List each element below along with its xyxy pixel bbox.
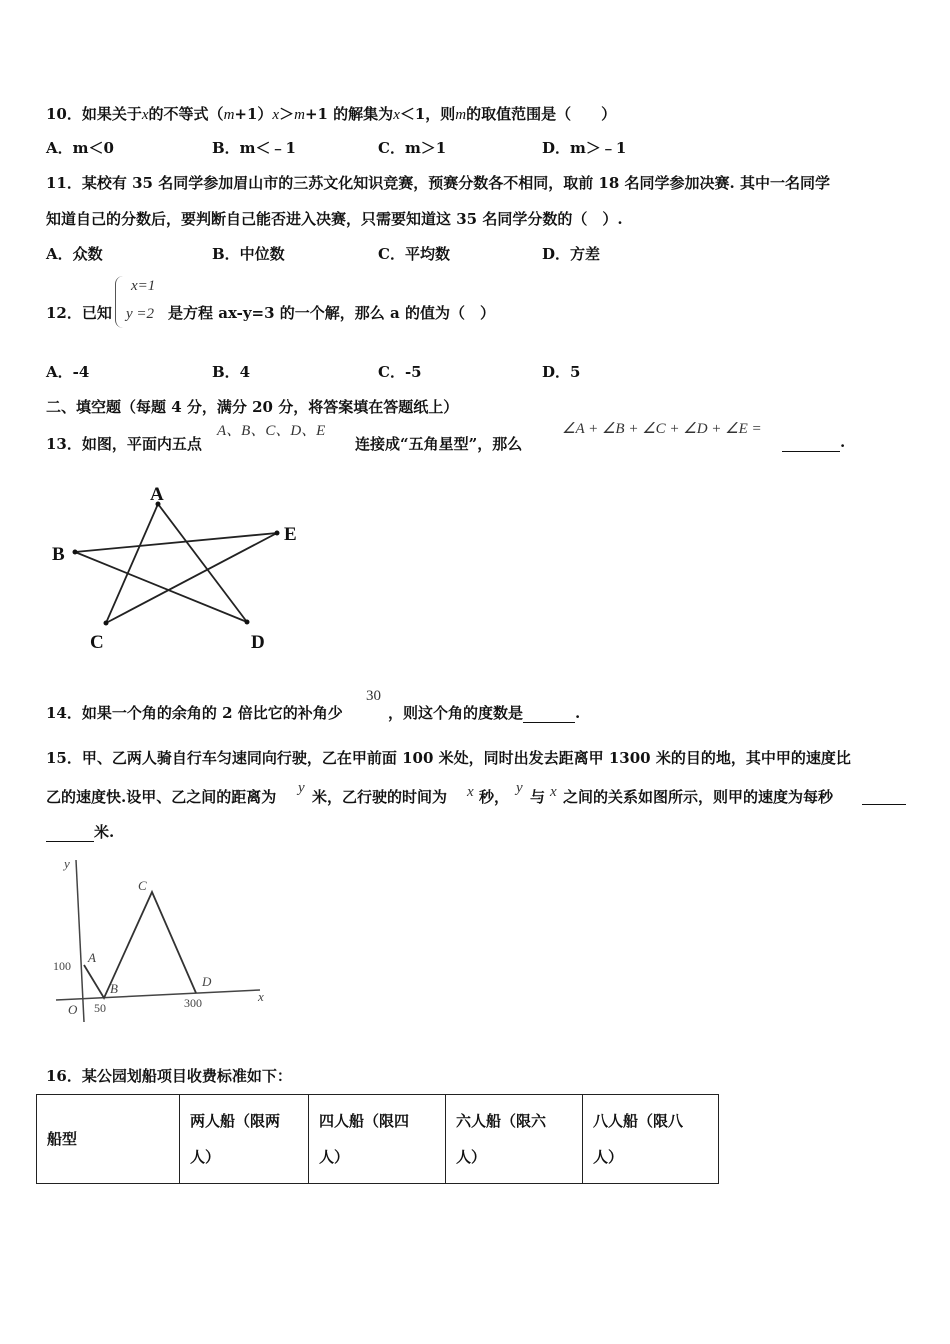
answer-blank[interactable]: [523, 704, 575, 723]
q15-var-y-2: y: [516, 780, 523, 796]
label-a: A: [150, 484, 164, 505]
q14-suffix: [388, 702, 580, 723]
label-b: B: [52, 544, 65, 565]
table-cell-eight-person: 八人船（限八 人）: [583, 1095, 719, 1184]
distance-time-graph: [46, 852, 286, 1028]
table-cell-two-person: 两人船（限两 人）: [180, 1095, 309, 1184]
point-c-label: C: [138, 878, 147, 893]
q15-var-y: y: [298, 780, 305, 796]
q10-option-d[interactable]: D．m＞﹣1: [542, 139, 627, 157]
axis-y-label: y: [64, 856, 70, 871]
q15-stem-line2-b: 米，乙行驶的时间为: [312, 788, 448, 806]
q15-unit: 米.: [94, 823, 115, 841]
answer-blank[interactable]: [782, 433, 840, 452]
q11-option-c[interactable]: C．平均数: [378, 245, 450, 263]
fee-table: [36, 1094, 719, 1184]
point-b-label: B: [110, 981, 118, 996]
q15-stem-line2-d: 与: [530, 788, 546, 806]
q13-prefix: 13．如图，平面内五点: [46, 435, 202, 453]
label-c: C: [90, 632, 104, 653]
q12-option-d[interactable]: D．5: [542, 363, 581, 381]
q15-stem-line3: [46, 821, 114, 842]
label-d: D: [251, 632, 265, 653]
q12-system-row2: y =2: [126, 306, 155, 322]
q14-stem: 14．如果一个角的余角的 2 倍比它的补角少: [46, 704, 343, 722]
vertex-e: [275, 531, 280, 536]
q12-stem: 是方程 ax-y=3 的一个解，那么 a 的值为（ ）: [168, 304, 495, 322]
vertex-c: [104, 621, 109, 626]
system-brace: [115, 276, 126, 328]
q11-stem-line2: 知道自己的分数后，要判断自己能否进入决赛，只需要知道这 35 名同学分数的（ ）.: [46, 210, 623, 228]
q12-option-c[interactable]: C．-5: [378, 363, 422, 381]
tick-100: 100: [53, 959, 71, 973]
q14-end: .: [575, 704, 581, 722]
q13-end: .: [840, 433, 846, 451]
star-figure: [44, 480, 314, 660]
q14-value: 30: [366, 688, 381, 704]
q12-option-b[interactable]: B．4: [212, 363, 251, 381]
q13-points: A、B、C、D、E: [217, 423, 326, 439]
q12-system-row1: x=1: [131, 278, 156, 294]
distance-polyline: [84, 892, 196, 998]
tick-300: 300: [184, 996, 202, 1010]
q11-option-a[interactable]: A．众数: [46, 245, 103, 263]
q12-option-a[interactable]: A．-4: [46, 363, 90, 381]
q13-middle: 连接成“五角星型”，那么: [355, 435, 523, 453]
q10-option-c[interactable]: C．m＞1: [378, 139, 447, 157]
table-cell-four-person: 四人船（限四 人）: [309, 1095, 446, 1184]
q15-var-x-2: x: [550, 784, 557, 800]
q12-prefix: 12．已知: [46, 304, 112, 322]
table-cell-six-person: 六人船（限六 人）: [446, 1095, 583, 1184]
q15-answer-blank-1[interactable]: [862, 786, 906, 805]
vertex-d: [245, 620, 250, 625]
q15-stem-line2-c: 秒，: [479, 788, 510, 806]
segment-ac: [106, 504, 158, 623]
point-d-label: D: [202, 974, 212, 989]
q10-option-a[interactable]: A．m＜0: [46, 139, 114, 157]
label-e: E: [284, 524, 297, 545]
y-axis: [76, 860, 84, 1022]
x-axis: [56, 990, 260, 1000]
q15-stem-line2-e: 之间的关系如图所示，则甲的速度为每秒: [563, 788, 834, 806]
vertex-b: [73, 550, 78, 555]
q16-stem: 16．某公园划船项目收费标准如下：: [46, 1067, 292, 1085]
tick-50: 50: [94, 1001, 106, 1015]
q10-option-b[interactable]: B．m＜﹣1: [212, 139, 296, 157]
q11-option-d[interactable]: D．方差: [542, 245, 601, 263]
q13-answer[interactable]: [782, 433, 845, 452]
q15-stem-line1: 15．甲、乙两人骑自行车匀速同向行驶，乙在甲前面 100 米处，同时出发去距离甲 1300 米的目的地，其中甲的速度比: [46, 749, 851, 767]
section-heading: 二、填空题（每题 4 分，满分 20 分，将答案填在答题纸上）: [46, 398, 459, 416]
q11-option-b[interactable]: B．中位数: [212, 245, 285, 263]
table-row: [37, 1095, 719, 1184]
q11-stem-line1: 11．某校有 35 名同学参加眉山市的三苏文化知识竞赛，预赛分数各不相同，取前 18 名同学参加决赛. 其中一名同学: [46, 174, 830, 192]
q13-angle-sum: ∠A + ∠B + ∠C + ∠D + ∠E =: [562, 421, 762, 437]
answer-blank[interactable]: [46, 823, 94, 842]
q15-var-x: x: [467, 784, 474, 800]
q10-stem: 10．如果关于x的不等式（m+1）x＞m+1 的解集为x＜1，则m的取值范围是（ ）: [46, 105, 617, 123]
point-a-label: A: [88, 950, 96, 965]
origin-label: O: [68, 1002, 78, 1017]
q14-suffix-text: ，则这个角的度数是: [388, 704, 524, 722]
q15-stem-line2-a: 乙的速度快.设甲、乙之间的距离为: [46, 788, 277, 806]
axis-x-label: x: [258, 989, 264, 1004]
table-header-cell: 船型: [37, 1095, 180, 1184]
